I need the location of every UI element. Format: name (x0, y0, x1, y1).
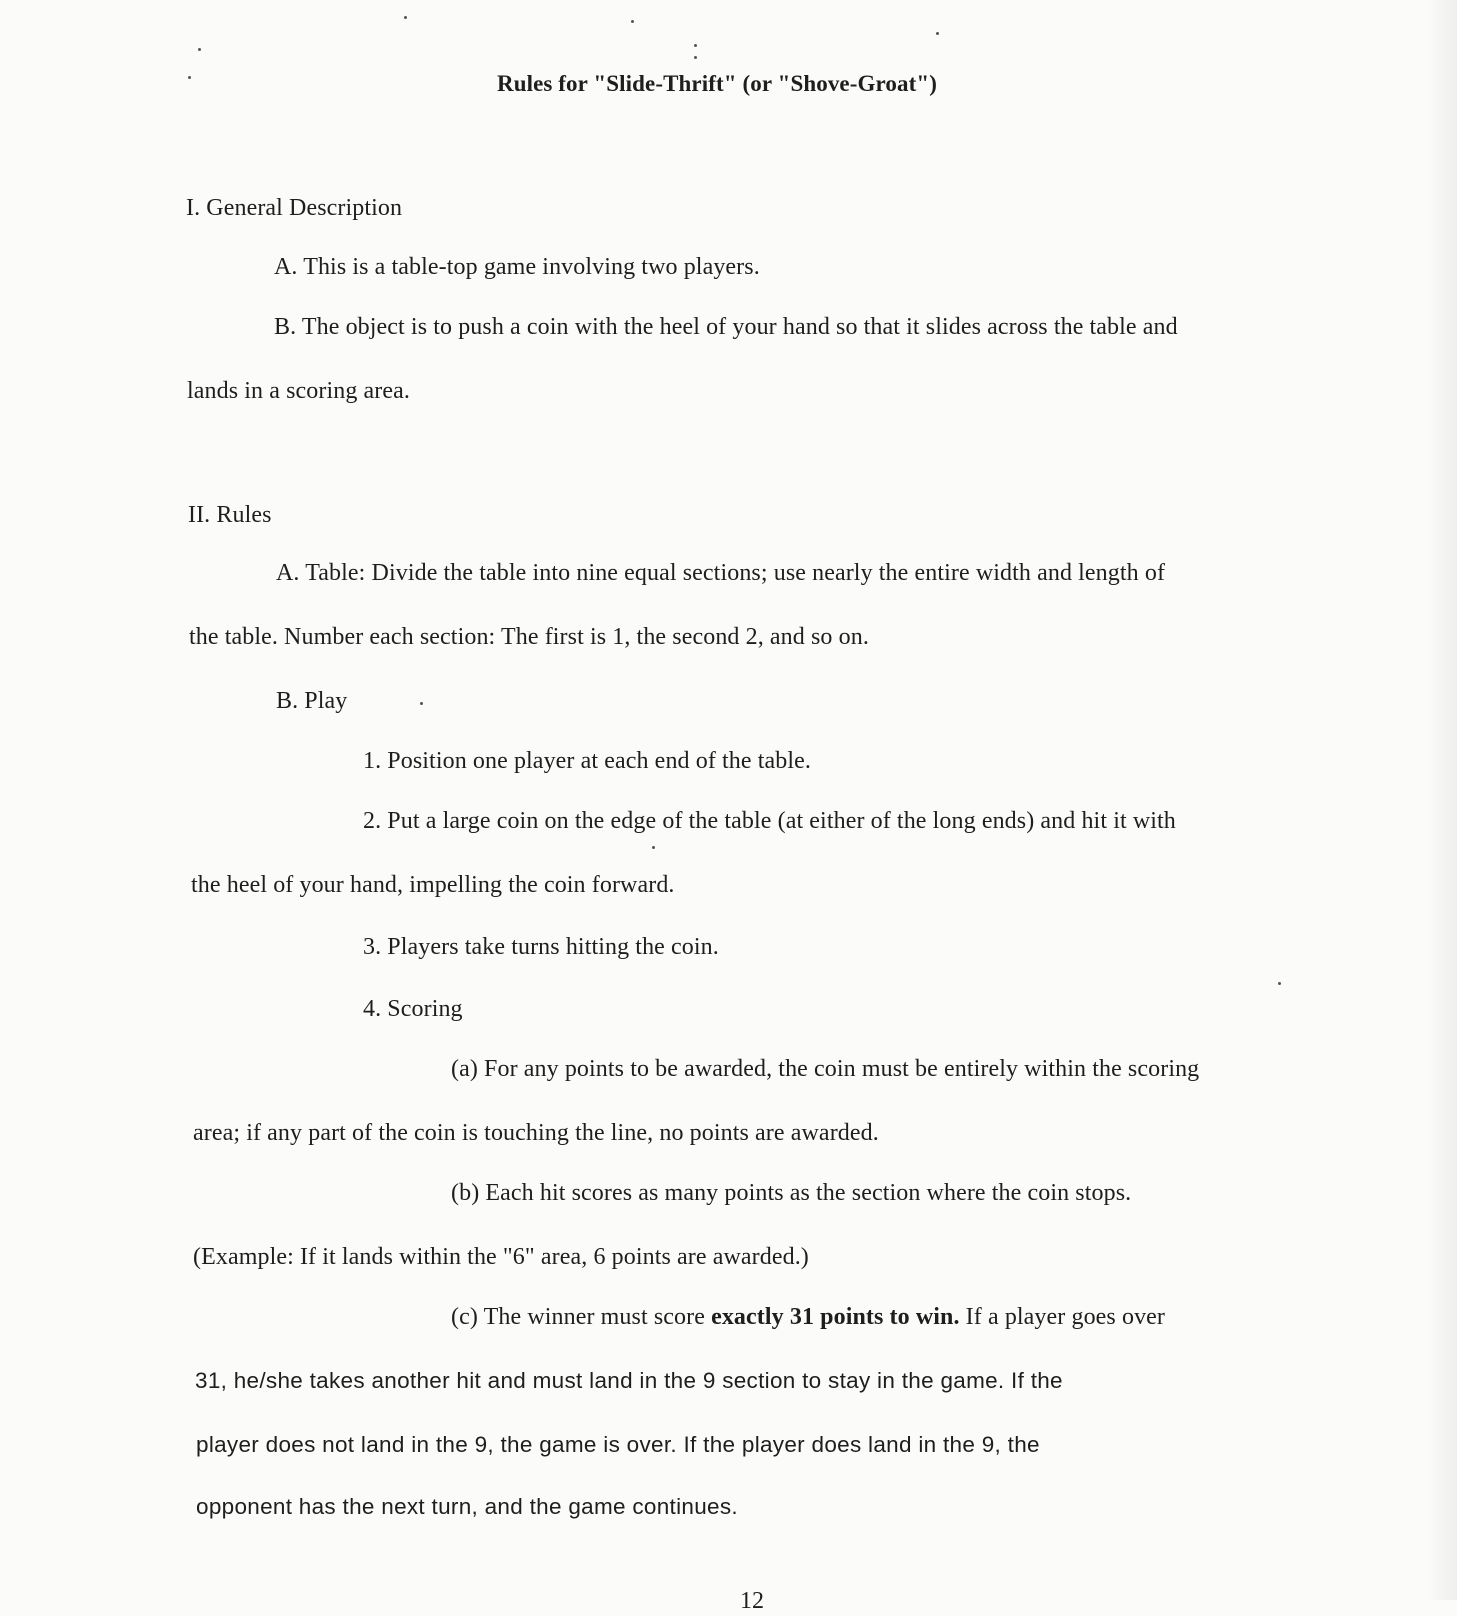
scoring-c-prefix: (c) The winner must score (451, 1304, 712, 1330)
scoring-c-emphasis: exactly 31 points to win. (711, 1304, 960, 1330)
scoring-a-line-1: (a) For any points to be awarded, the coin must be entirely within the scoring (451, 1056, 1200, 1082)
scoring-c-line-1 (451, 1302, 1165, 1332)
scoring-c-line-4: opponent has the next turn, and the game continues. (196, 1494, 738, 1519)
section-2-heading: II. Rules (188, 502, 272, 528)
play-item-4: 4. Scoring (363, 996, 463, 1022)
scoring-c-suffix: If a player goes over (959, 1304, 1166, 1330)
scan-speck (420, 702, 423, 705)
scan-speck (1278, 982, 1281, 985)
scan-edge-shadow (1427, 0, 1457, 1600)
scan-speck (652, 846, 655, 849)
scan-speck (188, 76, 191, 79)
page-number: 12 (740, 1588, 764, 1614)
scan-speck (694, 44, 697, 47)
play-item-2-line-2: the heel of your hand, impelling the coin forward. (191, 872, 675, 898)
scan-speck (694, 56, 697, 59)
scan-speck (936, 32, 939, 35)
scoring-c-line-3: player does not land in the 9, the game is over. If the player does land in the 9, the (196, 1432, 1040, 1457)
section-1-item-b-line-1: B. The object is to push a coin with the heel of your hand so that it slides across the table and (274, 314, 1178, 340)
section-2-item-b-heading: B. Play (276, 688, 348, 714)
scoring-b-line-2: (Example: If it lands within the "6" area, 6 points are awarded.) (193, 1244, 809, 1270)
document-title: Rules for "Slide-Thrift" (or "Shove-Groat") (497, 71, 937, 96)
scan-speck (631, 20, 634, 23)
play-item-2-line-1: 2. Put a large coin on the edge of the table (at either of the long ends) and hit it with (363, 808, 1176, 834)
scoring-b-line-1: (b) Each hit scores as many points as the section where the coin stops. (451, 1180, 1132, 1206)
section-1-item-b-line-2: lands in a scoring area. (187, 378, 410, 404)
scan-speck (198, 48, 201, 51)
section-2-item-a-line-1: A. Table: Divide the table into nine equal sections; use nearly the entire width and length of (276, 560, 1166, 586)
section-1-heading: I. General Description (186, 195, 403, 221)
section-2-item-a-line-2: the table. Number each section: The first is 1, the second 2, and so on. (189, 624, 869, 650)
scoring-c-line-2: 31, he/she takes another hit and must land in the 9 section to stay in the game. If the (195, 1368, 1063, 1393)
scoring-a-line-2: area; if any part of the coin is touching the line, no points are awarded. (193, 1120, 879, 1146)
play-item-3: 3. Players take turns hitting the coin. (363, 934, 719, 960)
scan-speck (404, 16, 407, 19)
section-1-item-a: A. This is a table-top game involving two players. (274, 254, 760, 280)
play-item-1: 1. Position one player at each end of the table. (363, 748, 811, 774)
